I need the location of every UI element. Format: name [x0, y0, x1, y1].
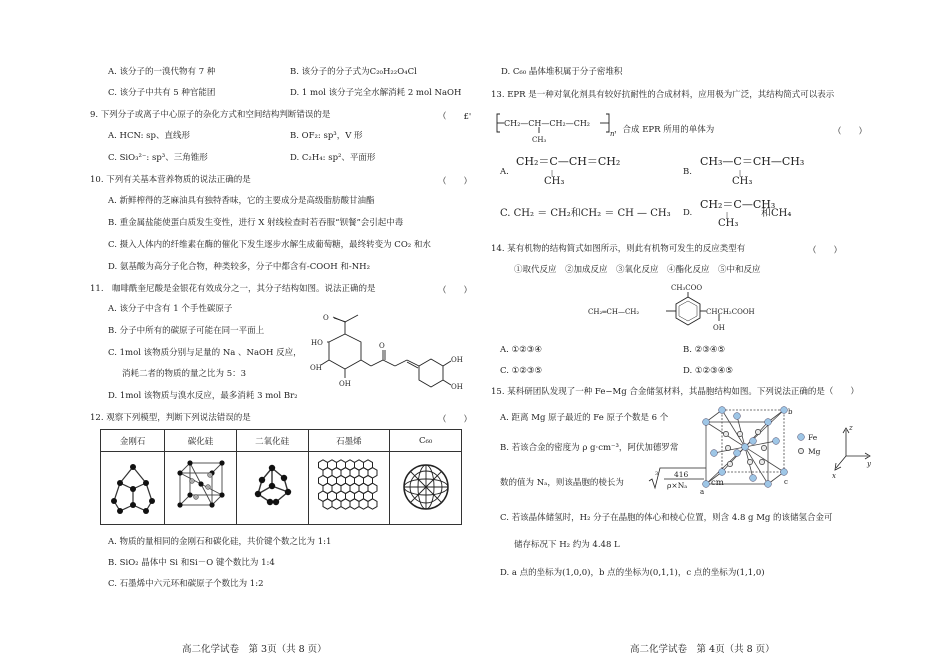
graphene-model-cell [308, 452, 390, 525]
polymer-n: n [610, 130, 615, 138]
q9-option-b: B. OF₂: sp³，V 形 [290, 131, 363, 141]
sio2-model-cell [236, 452, 308, 525]
q14-option-a: A. ①②③④ [500, 345, 543, 355]
q11-option-b: B. 分子中所有的碳原子可能在同一平面上 [108, 326, 265, 336]
q12-option-d: D. C₆₀ 晶体堆积属于分子密堆积 [501, 67, 623, 77]
q14-option-b: B. ②③④⑤ [683, 345, 726, 355]
q14-struct-allyl: CH₂═CH—CH₂ [588, 308, 640, 316]
q14-option-c: C. ①②③⑤ [500, 366, 543, 376]
q12-option-a: A. 物质的量相同的金刚石和碳化硅，共价键个数之比为 1:1 [108, 537, 332, 547]
q11-option-a: A. 该分子中含有 1 个手性碳原子 [108, 304, 233, 314]
q13-option-a-main: CH₂＝C—CH＝CH₂ [516, 155, 621, 168]
table-header-diamond: 金刚石 [101, 430, 165, 452]
mol-label-oh-left: OH [310, 364, 322, 372]
q13-option-d-sub: CH₃ [718, 218, 739, 229]
cube-root-numerator: 416 [674, 470, 689, 479]
q14-struct-hydroxyl: OH [713, 324, 725, 332]
right-page [478, 0, 950, 672]
legend-mg-swatch [798, 448, 803, 453]
fe-mg-crystal-cell [700, 404, 800, 496]
q15-option-d: D. a 点的坐标为(1,0,0)，b 点的坐标为(0,1,1)，c 点的坐标为(1,1,0) [500, 568, 765, 578]
q14-struct-acetate: CH₃COO [671, 284, 703, 292]
q11-option-c: C. 1mol 该物质分别与足量的 Na 、NaOH 反应， [108, 348, 302, 358]
q15-option-c-line2: 储存标况下 H₂ 约为 4.48 L [514, 540, 620, 550]
table-header-c60: C₆₀ [390, 430, 462, 452]
q13-option-b-label: B. [683, 167, 692, 177]
graphene-hexagon [368, 498, 377, 508]
q8-option-d: D. 1 mol 该分子完全水解消耗 2 mol NaOH [290, 88, 462, 98]
q14-stem: 14. 某有机物的结构简式如图所示，则此有机物可发生的反应类型有 [491, 244, 746, 254]
q10-option-a: A. 新鲜榨得的芝麻油具有独特香味，它的主要成分是高级脂肪酸甘油酯 [108, 196, 375, 206]
q11-option-c-cont: 消耗二者的物质的量之比为 5：3 [122, 369, 247, 379]
mol-label-o-carbonyl: O [379, 342, 385, 350]
diamond-model-image [108, 459, 158, 515]
q14-reaction-list: ①取代反应 ②加成反应 ③氧化反应 ④酯化反应 ⑤中和反应 [514, 265, 761, 275]
q9-option-a: A. HCN: sp、直线形 [108, 131, 190, 141]
polymer-chain: CH₂—CH—CH₂—CH₂ [504, 119, 591, 128]
q12-option-c: C. 石墨烯中六元环和碳原子个数比为 1:2 [108, 579, 264, 589]
mol-label-ho: HO [311, 339, 323, 347]
q15-option-c-line1: C. 若该晶体储氢时，H₂ 分子在晶胞的体心和棱心位置，则含 4.8 g Mg 的该储氢合金可 [500, 513, 833, 523]
left-page-footer: 高二化学试卷 第 3页（共 8 页） [182, 644, 327, 655]
legend-fe-swatch [798, 434, 805, 441]
q8-option-c: C. 该分子中共有 5 种官能团 [108, 88, 216, 98]
graphene-hexagon [350, 498, 359, 508]
mol-label-o-top: O [323, 314, 329, 322]
diamond-model-cell [101, 452, 165, 525]
legend-fe-label: Fe [808, 433, 818, 442]
q13-option-b-main: CH₃—C＝CH—CH₃ [700, 155, 805, 168]
right-page-footer: 高二化学试卷 第 4页（共 8 页） [630, 644, 775, 655]
cell-point-b: b [788, 408, 793, 416]
q13-option-b-sub: CH₃ [732, 176, 753, 187]
q13-option-b-bond: | [739, 170, 742, 177]
q12-stem: 12. 观察下列模型，判断下列说法错误的是 [90, 413, 251, 423]
graphene-hexagon [323, 498, 332, 508]
q12-model-table [100, 429, 462, 525]
mol-label-oh-ring2: OH [451, 383, 463, 391]
q13-polymer-structure [496, 110, 616, 144]
graphene-hexagon [359, 498, 368, 508]
q14-molecule-diagram [588, 283, 788, 335]
crystal-legend [796, 431, 832, 461]
polymer-methyl: CH₃ [532, 136, 547, 144]
q12-option-b: B. SiO₂ 晶体中 Si 和Si－O 键个数比为 1:4 [108, 558, 275, 568]
q9-option-c: C. SiO₃²⁻: sp³、三角锥形 [108, 153, 208, 163]
q15-option-a: A. 距离 Mg 原子最近的 Fe 原子个数是 6 个 [500, 413, 669, 423]
q10-option-b: B. 重金属盐能使蛋白质发生变性，进行 X 射线检查时若吞服“钡餐”会引起中毒 [108, 218, 404, 228]
q10-stem: 10. 下列有关基本营养物质的说法正确的是 [90, 175, 251, 185]
q13-option-a-sub: CH₃ [544, 176, 565, 187]
sic-model-image [172, 457, 228, 517]
q11-stem: 11. 咖啡酰奎尼酸是金银花有效成分之一，其分子结构如图。说法正确的是 [90, 284, 376, 294]
q10-answer-paren: （ ） [438, 177, 473, 187]
cube-root-index: 3 [655, 471, 659, 477]
q10-option-d: D. 氨基酸为高分子化合物，种类较多，分子中都含有-COOH 和-NH₂ [108, 262, 370, 272]
q13-option-c: C. CH₂ ＝ CH₂和CH₂ ＝ CH — CH₃ [500, 208, 671, 219]
q14-answer-paren: （ ） [808, 246, 843, 256]
q11-option-d: D. 1mol 该物质与溴水反应，最多消耗 3 mol Br₂ [108, 391, 298, 401]
q13-option-a-bond: | [551, 170, 554, 177]
q14-struct-acid: CHCH₂COOH [706, 308, 755, 316]
q15-option-b-line1: B. 若该合金的密度为 ρ g·cm⁻³，阿伏加德罗常 [500, 443, 679, 453]
q15-option-b-unit: cm [711, 478, 724, 488]
q13-option-d-label: D. [683, 208, 693, 218]
cell-point-c: c [784, 478, 788, 486]
cube-root-denominator: ρ×Nₐ [667, 481, 688, 490]
q10-option-c: C. 摄入人体内的纤维素在酶的催化下发生逐步水解生成葡萄糖，最终转变为 CO₂ 和水 [108, 240, 431, 250]
sic-model-cell [165, 452, 237, 525]
q13-option-a-label: A. [500, 167, 509, 177]
q13-option-d-tail: 和CH₄ [761, 208, 792, 219]
q9-answer-paren: （ £' [438, 112, 472, 122]
q13-stem-cont: ，合成 EPR 所用的单体为 [614, 125, 715, 135]
table-header-sic: 碳化硅 [165, 430, 237, 452]
axis-z-label: z [849, 424, 853, 432]
graphene-model-image [317, 459, 381, 515]
legend-mg-label: Mg [808, 447, 821, 456]
q8-option-b: B. 该分子的分子式为C₂₀H₂₂O₄Cl [290, 67, 417, 77]
q12-answer-paren: （ ） [438, 415, 473, 425]
q15-stem: 15. 某科研团队发现了一种 Fe−Mg 合金储氢材料，其晶胞结构如图。下列说法正确的是（ ） [491, 387, 859, 397]
q15-option-b-line2: 数的值为 Nₐ，则该晶胞的棱长为 [500, 478, 624, 488]
cell-point-a: a [700, 488, 705, 496]
mol-label-oh-bottom: OH [339, 380, 351, 388]
q13-answer-paren: （ ） [833, 127, 868, 137]
q8-option-a: A. 该分子的一溴代物有 7 种 [108, 67, 216, 77]
mol-label-oh-ring1: OH [451, 356, 463, 364]
coordinate-axes [832, 420, 876, 480]
q13-option-d-bond: | [726, 212, 729, 219]
q13-option-d-main: CH₂＝C—CH₃ [700, 198, 776, 211]
axis-y-label: y [867, 460, 871, 468]
q11-answer-paren: （ ） [438, 286, 473, 296]
q11-molecule-diagram [305, 312, 470, 397]
graphene-hexagon [341, 498, 350, 508]
c60-model-cell [390, 452, 462, 525]
table-header-sio2: 二氧化硅 [236, 430, 308, 452]
graphene-hexagon [332, 498, 341, 508]
q14-option-d: D. ①②③④⑤ [683, 366, 734, 376]
q13-stem: 13. EPR 是一种对氧化剂具有较好抗耐性的合成材料，应用极为广泛，其结构简式可以表示 [491, 90, 835, 100]
c60-model-image [398, 459, 454, 515]
q9-option-d: D. C₂H₄: sp²、平面形 [290, 153, 376, 163]
q9-stem: 9. 下列分子或离子中心原子的杂化方式和空间结构判断错误的是 [90, 110, 331, 120]
axis-x-label: x [832, 472, 836, 480]
table-header-graphene: 石墨烯 [308, 430, 390, 452]
sio2-model-image [244, 458, 300, 516]
